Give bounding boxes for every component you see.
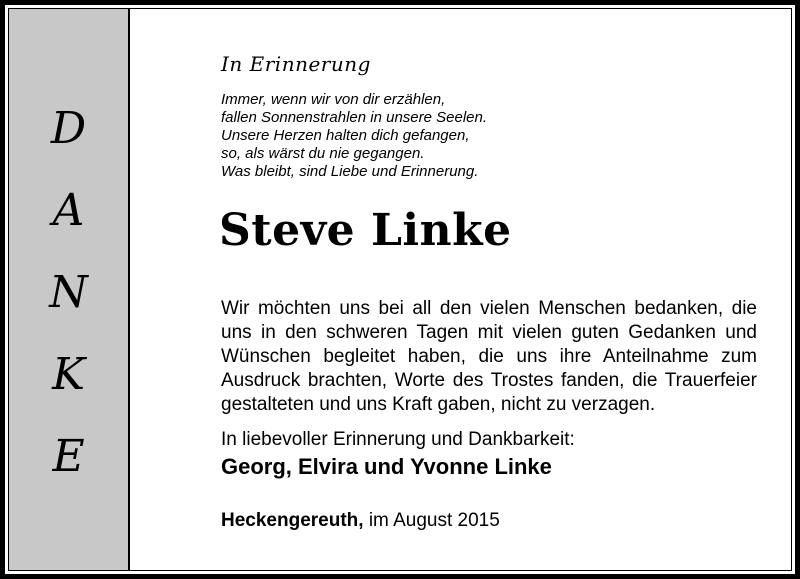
notice-content (130, 9, 791, 570)
danke-letter-a: A (52, 185, 85, 236)
family-signature: Georg, Elvira und Yvonne Linke (221, 454, 552, 479)
date-text: im August 2015 (363, 510, 500, 531)
memorial-heading: In Erinnerung (221, 52, 371, 76)
poem-line: Unsere Herzen halten dich gefangen, (221, 127, 470, 144)
notice-inner-frame (8, 8, 792, 571)
poem-line: Immer, wenn wir von dir erzählen, (221, 91, 446, 108)
poem-line: fallen Sonnenstrahlen in unsere Seelen. (221, 109, 488, 126)
memorial-poem (221, 91, 487, 181)
poem-line: so, als wärst du nie gegangen. (221, 145, 425, 162)
danke-letter-e: E (52, 431, 85, 482)
place-and-date (221, 510, 500, 532)
danke-letter-d: D (50, 103, 87, 154)
poem-line: Was bleibt, sind Liebe und Erinnerung. (221, 163, 479, 180)
danke-sidebar (9, 9, 130, 570)
danke-letter-k: K (52, 349, 85, 400)
danke-letter-n: N (49, 267, 88, 318)
place-name: Heckengereuth, (221, 510, 364, 531)
deceased-name: Steve Linke (219, 205, 512, 256)
thanks-paragraph: Wir möchten uns bei all den vielen Menschen bedanken, die uns in den schweren Tagen mit vielen guten Gedanken und Wünschen begleitet haben, die uns ihre Anteilnahme zum Ausdruck brachten, Worte des Trostes fanden, die Trauerfeier gestalteten und uns Kraft gaben, nicht zu verzagen. (221, 298, 757, 415)
closing-line: In liebevoller Erinnerung und Dankbarkeit: (221, 429, 575, 450)
